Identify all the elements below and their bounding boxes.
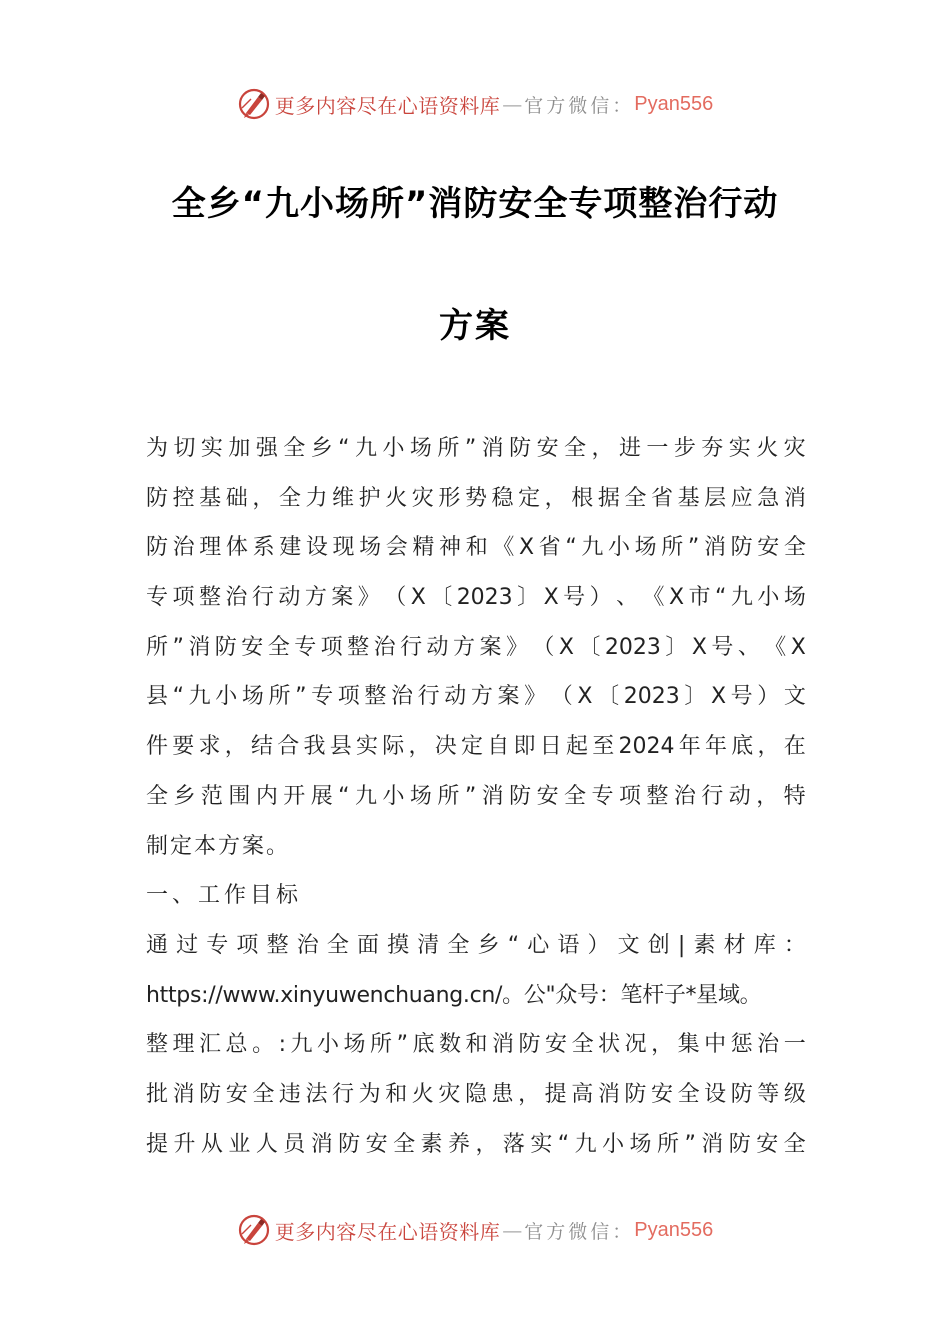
pen-nib-logo-icon [237, 1213, 271, 1247]
body-line-url: https://www.xinyuwenchuang.cn/。公"众号：笔杆子*星域。 [146, 982, 762, 1008]
body-line: 为 切 实 加 强 全 乡 “ 九 小 场 所 ” 消 防 安 全 ， 进 一 步 夯 实 火 灾 [146, 436, 806, 461]
body-line: 批 消 防 安 全 违 法 行 为 和 火 灾 隐 患 ， 提 高 消 防 安 全 设 防 等 级 [146, 1081, 806, 1107]
pen-nib-logo-icon [237, 87, 271, 121]
banner-separator: — [502, 1218, 523, 1242]
document-title-line-1: 全乡“九小场所”消防安全专项整治行动 [171, 184, 779, 224]
banner-wechat-label: 官方微信： [524, 1220, 635, 1243]
body-line: 所 ” 消 防 安 全 专 项 整 治 行 动 方 案 》 （ X 〔 2023 〕 X 号 、 《 X [146, 634, 806, 660]
header-banner [0, 84, 950, 124]
banner-separator: — [502, 92, 523, 116]
footer-banner [0, 1210, 950, 1250]
banner-wechat-id: Pyan556 [634, 92, 714, 115]
document-title-line-2: 方案 [439, 306, 511, 346]
body-line: 提 升 从 业 人 员 消 防 安 全 素 养 ， 落 实 “ 九 小 场 所 ” 消 防 安 全 [146, 1131, 806, 1157]
body-line: 制定本方案。 [146, 833, 291, 859]
body-line: 整 理 汇 总 。 : 九 小 场 所 ” 底 数 和 消 防 安 全 状 况 ， 集 中 惩 治 一 [146, 1032, 806, 1058]
body-line: 专 项 整 治 行 动 方 案 》 （ X 〔 2023 〕 X 号 ） 、 《 X 市 “ 九 小 场 [146, 585, 806, 611]
banner-wechat-label: 官方微信： [524, 94, 635, 117]
banner-slogan: 更多内容尽在心语资料库 [274, 93, 501, 118]
body-line: 防 控 基 础 ， 全 力 维 护 火 灾 形 势 稳 定 ， 根 据 全 省 基 层 应 急 消 [146, 485, 806, 511]
body-line: 通 过 专 项 整 治 全 面 摸 清 全 乡 “ 心 语 ） 文 创 | 素 材 库 ： [146, 932, 806, 958]
section-heading: 一、工作目标 [146, 883, 303, 909]
body-line: 防 治 理 体 系 建 设 现 场 会 精 神 和 《 X 省 “ 九 小 场 所 ” 消 防 安 全 [146, 535, 806, 561]
body-line: 县 “ 九 小 场 所 ” 专 项 整 治 行 动 方 案 》 （ X 〔 2023 〕 X 号 ） 文 [146, 684, 806, 710]
banner-slogan: 更多内容尽在心语资料库 [274, 1219, 501, 1244]
banner-wechat-id: Pyan556 [634, 1218, 714, 1241]
body-line: 件 要 求 ， 结 合 我 县 实 际 ， 决 定 自 即 日 起 至 2024 年 年 底 ， 在 [146, 734, 806, 760]
body-line: 全 乡 范 围 内 开 展 “ 九 小 场 所 ” 消 防 安 全 专 项 整 治 行 动 ， 特 [146, 783, 806, 809]
document-body [146, 424, 806, 1169]
